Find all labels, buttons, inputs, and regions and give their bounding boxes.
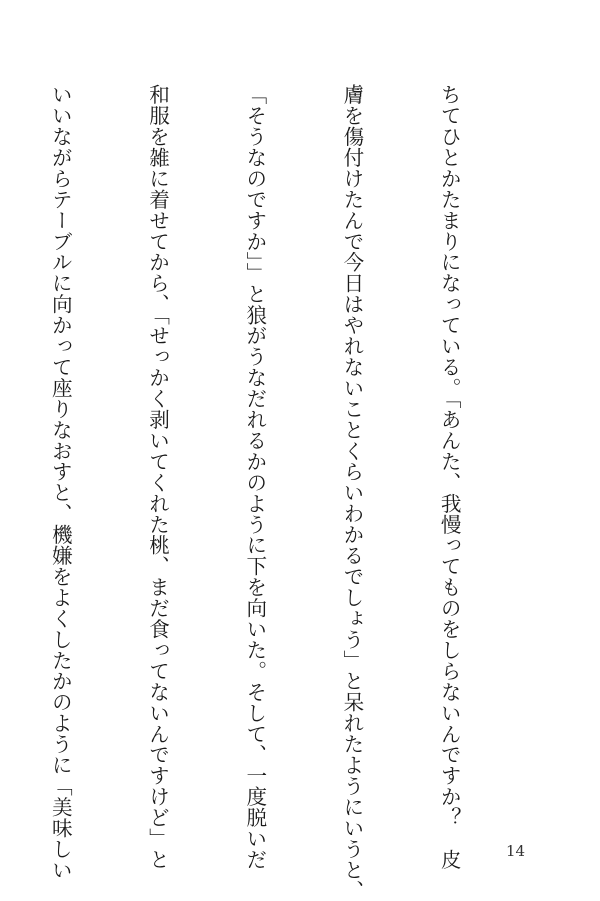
text-line: 和服を雑に着せてから、「せっかく剥いてくれた桃、まだ食ってないんですけど」と <box>145 84 170 870</box>
text-line: ちてひとかたまりになっている。「あんた、我慢ってものをしらないんですか？ 皮 <box>437 84 462 870</box>
page-number: 14 <box>506 842 526 860</box>
text-line: いいながらテーブルに向かって座りなおすと、機嫌をよくしたかのように「美味しい <box>48 84 73 881</box>
text-line: 膚を傷付けたんで今日はやれないことくらいわかるでしょう」と呆れたようにいうと、 <box>339 84 364 901</box>
text-line: 「そうなのですか」」と狼がうなだれるかのように下を向いた。そして、一度脱いだ <box>242 84 267 870</box>
